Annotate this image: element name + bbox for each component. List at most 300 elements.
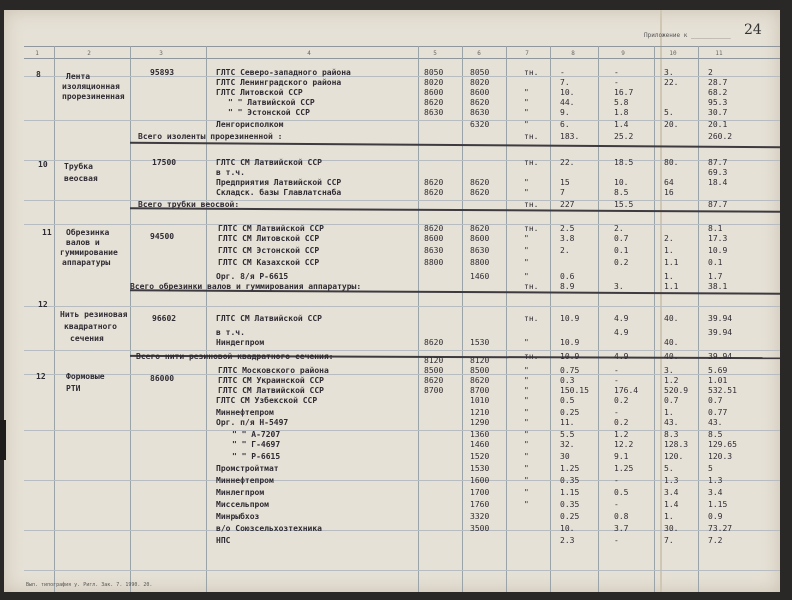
row-cell-c8: 0.25 [560,512,580,521]
row-cell-c8: 0.6 [560,272,575,281]
row-cell-c6: 8700 [470,386,490,395]
row-cell-c6: 1290 [470,418,490,427]
row-cell-c9: 0.7 [614,234,629,243]
row-cell-c10: 8.3 [664,430,679,439]
row-cell-c6: 8020 [470,78,490,87]
group-code: 17500 [152,158,177,167]
column-number: 4 [307,50,311,57]
total-rule [130,142,780,149]
row-cell-c8: 0.3 [560,376,575,385]
row-cell-c6: 8620 [470,178,490,187]
row-cell-c11: 129.65 [708,440,737,449]
column-line [206,46,207,592]
row-cell-c9: 25.2 [614,132,634,141]
row-cell-c10: 1. [664,408,674,417]
column-line [654,46,655,592]
column-number: 8 [571,50,575,57]
row-cell-c11: 43. [708,418,723,427]
row-organization: Промстройтмат [216,464,279,473]
row-cell-c8: 0.35 [560,476,580,485]
row-cell-c5: 8620 [424,224,444,233]
row-cell-c9: 15.5 [614,200,634,209]
group-code: 95893 [150,68,175,77]
row-cell-c7: " [524,108,529,117]
row-cell-c10: 3. [664,366,674,375]
row-organization: ГЛТС СМ Эстонской ССР [218,246,320,255]
group-name-line: квадратного [64,322,117,331]
row-organization: Складск. базы Главлатснаба [216,188,342,197]
row-cell-c9: 1.25 [614,464,634,473]
row-organization: НПС [216,536,231,545]
row-cell-c9: - [614,536,619,545]
row-cell-c10: 64 [664,178,674,187]
row-cell-c5: 8600 [424,234,444,243]
row-cell-c5: 8620 [424,376,444,385]
row-cell-c5: 8620 [424,98,444,107]
row-cell-c11: 1.3 [708,476,723,485]
row-organization: Всего трубки веосвой: [138,200,240,209]
row-cell-c7: " [524,430,529,439]
row-cell-c7: " [524,440,529,449]
row-cell-c7: " [524,98,529,107]
row-cell-c8: 9. [560,108,570,117]
row-cell-c9: 4.9 [614,352,629,361]
row-organization: " " Г-4697 [232,440,281,449]
row-cell-c10: 40. [664,314,679,323]
row-cell-c11: 18.4 [708,178,728,187]
row-cell-c8: 0.5 [560,396,575,405]
row-cell-c8: 10. [560,524,575,533]
row-cell-c8: 0.75 [560,366,580,375]
row-cell-c9: 0.2 [614,418,629,427]
column-number: 9 [621,50,625,57]
row-cell-c9: 12.2 [614,440,634,449]
row-cell-c11: 0.1 [708,258,723,267]
row-cell-c9: 0.1 [614,246,629,255]
group-number: 11 [42,228,52,237]
row-organization: ГЛТС Ленинградского района [216,78,342,87]
row-cell-c7: " [524,258,529,267]
row-organization: Ленгорисполком [216,120,284,129]
row-cell-c8: 44. [560,98,575,107]
column-line [698,46,699,592]
row-cell-c10: 5. [664,108,674,117]
row-cell-c9: 3.7 [614,524,629,533]
row-organization: Ниндегпром [216,338,265,347]
row-cell-c9: 9.1 [614,452,629,461]
archive-sheet [4,10,780,592]
row-cell-c8: 15 [560,178,570,187]
row-cell-c11: 2 [708,68,713,77]
row-cell-c10: 520.9 [664,386,689,395]
row-cell-c6: 1460 [470,272,490,281]
column-number: 1 [35,50,39,57]
row-cell-c7: " [524,338,529,347]
group-name-line: РТИ [66,384,81,393]
row-cell-c7: " [524,366,529,375]
row-cell-c10: 40. [664,338,679,347]
row-organization: Всего изоленты прорезиненной : [138,132,283,141]
group-name-line: аппаратуры [62,258,111,267]
row-cell-c5: 8630 [424,246,444,255]
column-line [418,46,419,592]
row-cell-c7: тн. [524,352,539,361]
row-cell-c5: 8050 [424,68,444,77]
row-cell-c8: 1.15 [560,488,580,497]
row-cell-c7: " [524,246,529,255]
row-cell-c8: 0.25 [560,408,580,417]
row-cell-c11: 1.01 [708,376,728,385]
column-line [462,46,463,592]
row-cell-c11: 17.3 [708,234,728,243]
row-cell-c8: 7. [560,78,570,87]
row-cell-c11: 5.69 [708,366,728,375]
row-cell-c9: - [614,408,619,417]
binder-clip [0,420,6,460]
row-cell-c11: 10.9 [708,246,728,255]
row-cell-c11: 38.1 [708,282,728,291]
column-line [54,46,55,592]
group-number: 12 [38,300,48,309]
row-cell-c5: 8500 [424,366,444,375]
row-cell-c11: 20.1 [708,120,728,129]
row-organization: ГЛТС СМ Узбекской ССР [216,396,318,405]
row-cell-c10: 2. [664,234,674,243]
row-cell-c7: " [524,418,529,427]
row-cell-c10: 43. [664,418,679,427]
row-cell-c11: 39.94 [708,314,733,323]
row-cell-c7: " [524,178,529,187]
row-cell-c11: 532.51 [708,386,737,395]
row-cell-c6: 1530 [470,464,490,473]
column-number: 2 [87,50,91,57]
row-cell-c6: 8630 [470,246,490,255]
row-cell-c10: 3.4 [664,488,679,497]
row-cell-c10: 1.1 [664,258,679,267]
row-cell-c8: 2. [560,246,570,255]
row-cell-c10: 30. [664,524,679,533]
row-cell-c11: 39.94 [708,328,733,337]
row-cell-c7: " [524,396,529,405]
row-cell-c9: 8.5 [614,188,629,197]
row-cell-c7: тн. [524,158,539,167]
row-cell-c7: " [524,272,529,281]
page-number: 24 [744,22,762,38]
row-cell-c9: 16.7 [614,88,634,97]
row-organization: Минлегпром [216,488,265,497]
group-name-line: Формовые [66,372,105,381]
row-cell-c6: 1460 [470,440,490,449]
row-organization: ГЛТС СМ Латвийской ССР [218,386,324,395]
row-cell-c6: 8800 [470,258,490,267]
row-organization: ГЛТС Московского района [218,366,329,375]
row-cell-c11: 120.3 [708,452,733,461]
row-cell-c10: 1.3 [664,476,679,485]
row-cell-c10: 1. [664,246,674,255]
row-cell-c11: 69.3 [708,168,728,177]
row-organization: Миссельпром [216,500,269,509]
row-cell-c8: 11. [560,418,575,427]
row-cell-c11: 0.77 [708,408,728,417]
row-organization: Всего обрезинки валов и гуммирования аппаратуры: [130,282,362,291]
row-cell-c6: 8620 [470,224,490,233]
row-cell-c8: 150.15 [560,386,589,395]
row-cell-c6: 1700 [470,488,490,497]
row-cell-c5: 8630 [424,108,444,117]
row-cell-c7: тн. [524,132,539,141]
row-cell-c7: тн. [524,282,539,291]
row-organization: Орг. 8/я Р-6615 [216,272,289,281]
row-cell-c5: 8620 [424,338,444,347]
row-organization: ГЛТС Литовской ССР [216,88,303,97]
row-cell-c6: 6320 [470,120,490,129]
row-cell-c9: 18.5 [614,158,634,167]
row-cell-c9: 4.9 [614,314,629,323]
row-cell-c5: 8700 [424,386,444,395]
row-cell-c10: 1.1 [664,282,679,291]
row-cell-c11: 8.1 [708,224,723,233]
row-cell-c9: 4.9 [614,328,629,337]
row-cell-c7: тн. [524,314,539,323]
group-name-line: прорезиненная [62,92,125,101]
row-cell-c8: 1.25 [560,464,580,473]
row-cell-c6: 8620 [470,188,490,197]
row-cell-c8: 3.8 [560,234,575,243]
column-number: 10 [669,50,677,57]
column-number: 3 [159,50,163,57]
header-rule [24,58,780,59]
row-cell-c7: " [524,120,529,129]
row-cell-c8: 8.9 [560,282,575,291]
group-name-line: валов и [66,238,100,247]
row-cell-c7: " [524,88,529,97]
row-cell-c7: " [524,386,529,395]
row-organization: в/о Союзсельхозтехника [216,524,322,533]
row-cell-c7: " [524,234,529,243]
row-cell-c11: 87.7 [708,158,728,167]
row-cell-c10: 5. [664,464,674,473]
row-cell-c10: 120. [664,452,684,461]
row-cell-c11: 1.7 [708,272,723,281]
group-code: 94500 [150,232,175,241]
row-organization: " " А-7207 [232,430,281,439]
group-name-line: Трубка [64,162,93,171]
row-cell-c6: 1600 [470,476,490,485]
row-cell-c10: 3. [664,68,674,77]
row-cell-c8: 183. [560,132,580,141]
row-organization: Предприятия Латвийской ССР [216,178,342,187]
group-code: 96602 [152,314,177,323]
row-cell-c8: 2.5 [560,224,575,233]
row-cell-c7: " [524,452,529,461]
row-cell-c6: 8600 [470,88,490,97]
row-cell-c7: " [524,376,529,385]
row-cell-c11: 73.27 [708,524,733,533]
row-cell-c11: 68.2 [708,88,728,97]
row-cell-c10: 1. [664,512,674,521]
row-cell-c6: 1010 [470,396,490,405]
row-cell-c6: 8500 [470,366,490,375]
row-cell-c9: 2. [614,224,624,233]
row-cell-c11: 0.7 [708,396,723,405]
row-cell-c7: тн. [524,200,539,209]
group-name-line: сечения [70,334,104,343]
row-organization: ГЛТС СМ Латвийской ССР [216,314,322,323]
row-cell-c11: 7.2 [708,536,723,545]
row-cell-c9: 0.8 [614,512,629,521]
row-cell-c10: 128.3 [664,440,689,449]
row-cell-c6: 3500 [470,524,490,533]
row-cell-c7: " [524,500,529,509]
row-cell-c9: 1.2 [614,430,629,439]
row-cell-c5: 8620 [424,178,444,187]
row-cell-c9: - [614,376,619,385]
row-cell-c10: 20. [664,120,679,129]
ruled-line [24,224,780,225]
row-cell-c7: " [524,476,529,485]
row-cell-c8: 5.5 [560,430,575,439]
row-cell-c10: 80. [664,158,679,167]
page-fold [660,10,662,592]
row-cell-c7: " [524,488,529,497]
row-cell-c11: 39.94 [708,352,733,361]
row-cell-c7: " [524,408,529,417]
row-cell-c11: 260.2 [708,132,733,141]
row-organization: в т.ч. [216,168,245,177]
group-name-line: Нить резиновая [60,310,128,319]
row-cell-c10: 40. [664,352,679,361]
ruled-line [24,350,780,351]
row-cell-c11: 95.3 [708,98,728,107]
row-organization: в т.ч. [216,328,245,337]
row-cell-c9: 5.8 [614,98,629,107]
column-line [130,46,131,592]
row-cell-c9: - [614,78,619,87]
row-cell-c9: - [614,476,619,485]
row-organization: " " Эстонской ССР [228,108,310,117]
row-cell-c8: 227 [560,200,575,209]
row-cell-c11: 28.7 [708,78,728,87]
row-cell-c6: 8120 [470,356,490,365]
row-cell-c8: 2.3 [560,536,575,545]
row-organization: ГЛТС Северо-западного района [216,68,351,77]
row-cell-c9: 0.5 [614,488,629,497]
row-cell-c11: 3.4 [708,488,723,497]
row-cell-c6: 1760 [470,500,490,509]
row-cell-c11: 87.7 [708,200,728,209]
column-line [506,46,507,592]
column-line [550,46,551,592]
row-cell-c10: 22. [664,78,679,87]
row-cell-c8: 7 [560,188,565,197]
row-cell-c9: - [614,366,619,375]
row-cell-c9: 176.4 [614,386,639,395]
row-cell-c5: 8020 [424,78,444,87]
row-cell-c8: 6. [560,120,570,129]
row-cell-c10: 7. [664,536,674,545]
ruled-line [24,570,780,571]
group-code: 86000 [150,374,175,383]
row-organization: Всего нити резиновой квадратного сечения: [136,352,334,361]
group-name-line: Лента [66,72,91,81]
row-cell-c11: 1.15 [708,500,728,509]
row-cell-c6: 3320 [470,512,490,521]
row-organization: " " Латвийской ССР [228,98,315,107]
row-cell-c10: 16 [664,188,674,197]
row-cell-c10: 0.7 [664,396,679,405]
row-cell-c6: 1520 [470,452,490,461]
row-organization: ГЛТС СМ Литовской ССР [218,234,320,243]
column-number: 11 [715,50,723,57]
row-cell-c7: тн. [524,224,539,233]
row-organization: ГЛТС СМ Украинской ССР [218,376,324,385]
row-organization: Орг. п/я Н-5497 [216,418,289,427]
ruled-line [24,306,780,307]
row-cell-c8: 10.9 [560,338,580,347]
row-cell-c8: 10. [560,88,575,97]
row-cell-c9: - [614,500,619,509]
row-cell-c9: 0.2 [614,258,629,267]
row-cell-c6: 1210 [470,408,490,417]
column-number: 7 [525,50,529,57]
row-organization: Минрыбхоз [216,512,260,521]
header-rule [24,46,780,47]
group-name-line: гуммирование [60,248,118,257]
row-cell-c6: 8620 [470,376,490,385]
row-cell-c7: тн. [524,68,539,77]
row-cell-c11: 0.9 [708,512,723,521]
row-cell-c6: 8620 [470,98,490,107]
row-organization: ГЛТС СМ Латвийской ССР [216,158,322,167]
group-name-line: Обрезинка [66,228,110,237]
group-number: 10 [38,160,48,169]
row-cell-c9: 0.2 [614,396,629,405]
row-cell-c8: 30 [560,452,570,461]
row-cell-c5: 8600 [424,88,444,97]
row-cell-c10: 1.4 [664,500,679,509]
row-cell-c5: 8800 [424,258,444,267]
row-cell-c9: 1.4 [614,120,629,129]
row-cell-c8: - [560,68,565,77]
row-cell-c6: 8630 [470,108,490,117]
row-cell-c8: 32. [560,440,575,449]
column-number: 6 [477,50,481,57]
group-number: 8 [36,70,41,79]
row-cell-c6: 8600 [470,234,490,243]
group-name-line: веосвая [64,174,98,183]
row-cell-c8: 10.9 [560,352,580,361]
attachment-label: Приложение к ___________ [644,32,731,39]
row-cell-c8: 10.9 [560,314,580,323]
row-cell-c9: 3. [614,282,624,291]
row-organization: Миннефтепром [216,476,274,485]
row-cell-c10: 1. [664,272,674,281]
row-cell-c8: 22. [560,158,575,167]
row-cell-c6: 8050 [470,68,490,77]
row-cell-c9: 1.8 [614,108,629,117]
group-name-line: изоляционная [62,82,120,91]
row-cell-c7: " [524,188,529,197]
row-cell-c11: 30.7 [708,108,728,117]
row-cell-c5: 8120 [424,356,444,365]
row-organization: ГЛТС СМ Латвийской ССР [218,224,324,233]
row-cell-c6: 1360 [470,430,490,439]
row-cell-c11: 8.5 [708,430,723,439]
row-cell-c8: 0.35 [560,500,580,509]
row-cell-c7: " [524,464,529,473]
row-organization: " " Р-6615 [232,452,281,461]
column-number: 5 [433,50,437,57]
